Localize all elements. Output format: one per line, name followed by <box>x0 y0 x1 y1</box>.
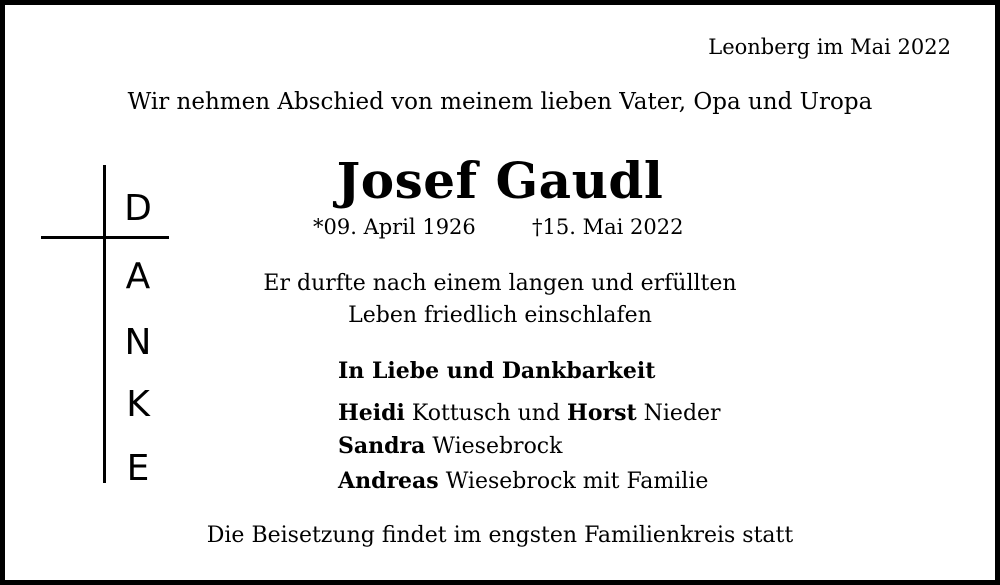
family-member-line <box>338 433 562 459</box>
family-surname: Nieder <box>643 401 721 426</box>
family-surname: Kottusch und <box>411 401 561 426</box>
closing-note: Die Beisetzung findet im engsten Familienkreis statt <box>206 523 794 548</box>
cross-horizontal-bar <box>41 236 169 239</box>
family-first-name: Sandra <box>338 433 426 459</box>
family-first-name: Horst <box>567 400 637 426</box>
death-date: †15. Mai 2022 <box>532 215 684 239</box>
family-member-line <box>338 468 708 494</box>
family-member-line <box>338 400 721 426</box>
family-surname: Wiesebrock mit Familie <box>445 469 709 494</box>
birth-date: *09. April 1926 <box>313 215 476 239</box>
message-line-2: Leben friedlich einschlafen <box>348 303 652 328</box>
danke-letter: A <box>125 256 151 297</box>
family-first-name: Andreas <box>338 468 439 494</box>
family-first-name: Heidi <box>338 400 405 426</box>
family-surname: Wiesebrock <box>432 434 563 459</box>
danke-letter: D <box>124 188 152 229</box>
place-date: Leonberg im Mai 2022 <box>708 35 951 59</box>
danke-letter: K <box>126 384 150 425</box>
cross-vertical-bar <box>103 165 106 483</box>
gratitude-heading: In Liebe und Dankbarkeit <box>338 358 656 384</box>
intro-text: Wir nehmen Abschied von meinem lieben Vater, Opa und Uropa <box>127 89 873 115</box>
danke-letter: E <box>126 448 150 489</box>
danke-letter: N <box>124 322 152 363</box>
deceased-name: Josef Gaudl <box>336 151 664 210</box>
message-line-1: Er durfte nach einem langen und erfüllten <box>263 271 737 296</box>
